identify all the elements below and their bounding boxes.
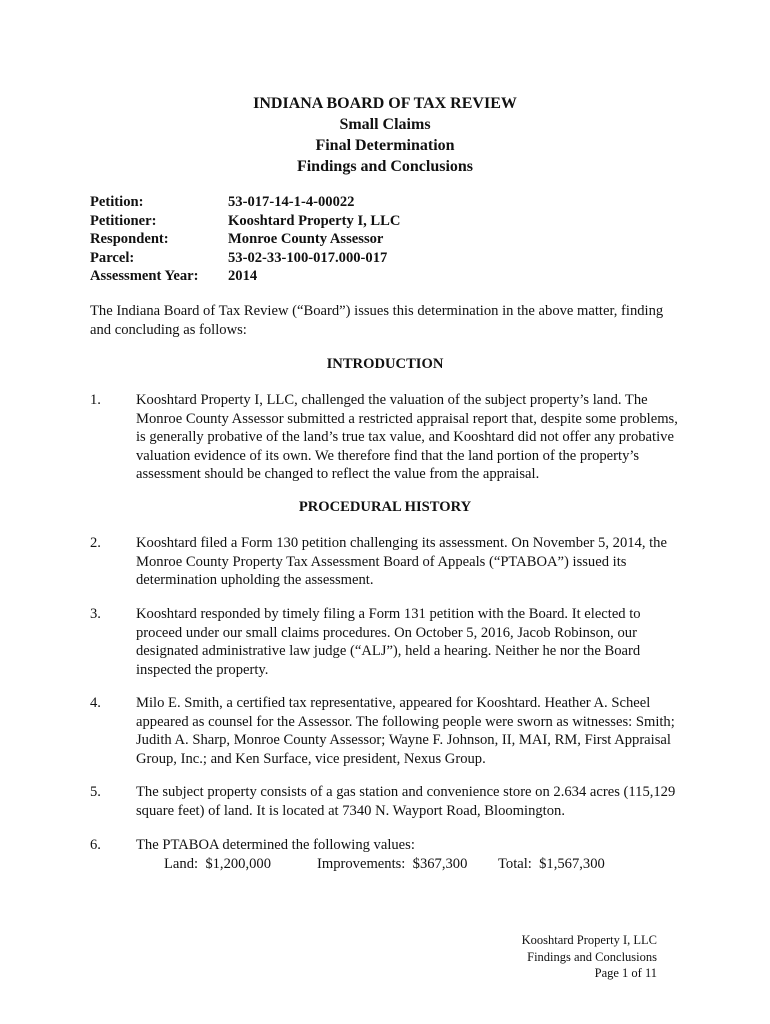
footer-doc-name: Findings and Conclusions xyxy=(527,949,657,964)
paragraph-number: 5. xyxy=(90,784,101,800)
footer-case-name: Kooshtard Property I, LLC xyxy=(521,933,657,947)
meta-row-petition xyxy=(90,193,400,212)
paragraph-text: The PTABOA determined the following values: xyxy=(136,837,415,853)
page-footer xyxy=(522,932,657,982)
improvements-value: Improvements: $367,300 xyxy=(317,855,468,872)
section-heading-procedural-history: PROCEDURAL HISTORY xyxy=(298,499,472,515)
page-number: Page 1 of 11 xyxy=(594,966,657,980)
document-title xyxy=(0,93,770,177)
title-line-small-claims: Small Claims xyxy=(339,116,431,133)
paragraph-number: 4. xyxy=(90,695,101,711)
land-value: Land: $1,200,000 xyxy=(164,855,272,872)
numbered-paragraph xyxy=(90,534,680,590)
numbered-paragraph xyxy=(90,391,680,484)
meta-value: 53-02-33-100-017.000-017 xyxy=(228,249,388,266)
paragraph-body xyxy=(136,836,680,873)
meta-label: Petitioner: xyxy=(90,212,157,229)
numbered-paragraph xyxy=(90,605,680,679)
meta-value: Monroe County Assessor xyxy=(228,231,384,247)
meta-row-parcel xyxy=(90,249,400,268)
meta-value: 2014 xyxy=(228,268,258,284)
paragraph-number: 2. xyxy=(90,535,101,551)
paragraph-text: Kooshtard responded by timely filing a Form 131 petition with the Board. It elected to proceed under our small claims procedures. On October 5, 2016, Jacob Robinson, our designated administrative law judge (“ALJ”), held a hearing. Neither he nor the Board inspected the property. xyxy=(136,606,641,678)
intro-paragraph: The Indiana Board of Tax Review (“Board”) issues this determination in the above matter, finding and concluding as follows: xyxy=(90,303,664,338)
meta-label: Petition: xyxy=(90,194,144,210)
meta-label: Respondent: xyxy=(90,231,169,247)
paragraph-text: Kooshtard Property I, LLC, challenged the valuation of the subject property’s land. The Monroe County Assessor submitted a restricted appraisal report that, despite some problems, is generally probative of the land’s true tax value, and Kooshtard did not offer any probative valuation evidence of its own. We therefore find that the land portion of the property’s assessment should be changed to reflect the value from the appraisal. xyxy=(136,392,678,482)
title-line-findings: Findings and Conclusions xyxy=(296,158,474,175)
numbered-paragraph xyxy=(90,836,680,873)
section-heading-introduction: INTRODUCTION xyxy=(326,356,444,372)
paragraph-text: Kooshtard filed a Form 130 petition challenging its assessment. On November 5, 2014, the Monroe County Property Tax Assessment Board of Appeals (“PTABOA”) issued its determination upholding the assessment. xyxy=(136,535,667,588)
paragraph-number: 3. xyxy=(90,606,101,622)
numbered-paragraph xyxy=(90,783,680,820)
case-metadata xyxy=(90,193,400,286)
title-line-board: INDIANA BOARD OF TAX REVIEW xyxy=(253,95,517,112)
paragraph-text: The subject property consists of a gas station and convenience store on 2.634 acres (115,129 square feet) of land. It is located at 7340 N. Wayport Road, Bloomington. xyxy=(136,784,676,819)
meta-label: Assessment Year: xyxy=(90,268,199,284)
meta-value: Kooshtard Property I, LLC xyxy=(228,212,401,229)
numbered-paragraph xyxy=(90,694,680,768)
meta-row-assessment-year xyxy=(90,267,400,286)
meta-label: Parcel: xyxy=(90,249,135,266)
paragraph-text: Milo E. Smith, a certified tax representative, appeared for Kooshtard. Heather A. Scheel appeared as counsel for the Assessor. The following people were sworn as witnesses: Smith; Judith A. Sharp, Monroe County Assessor; Wayne F. Johnson, II, MAI, RM, First Appraisal Group, Inc.; and Ken Surface, vice president, Nexus Group. xyxy=(136,695,675,767)
meta-row-respondent xyxy=(90,230,400,249)
meta-row-petitioner xyxy=(90,212,400,231)
paragraph-number: 1. xyxy=(90,392,101,408)
ptaboa-values xyxy=(136,855,680,874)
paragraph-number: 6. xyxy=(90,837,101,853)
title-line-final-determination: Final Determination xyxy=(315,137,455,154)
total-value: Total: $1,567,300 xyxy=(498,855,605,872)
meta-value: 53-017-14-1-4-00022 xyxy=(228,194,355,210)
